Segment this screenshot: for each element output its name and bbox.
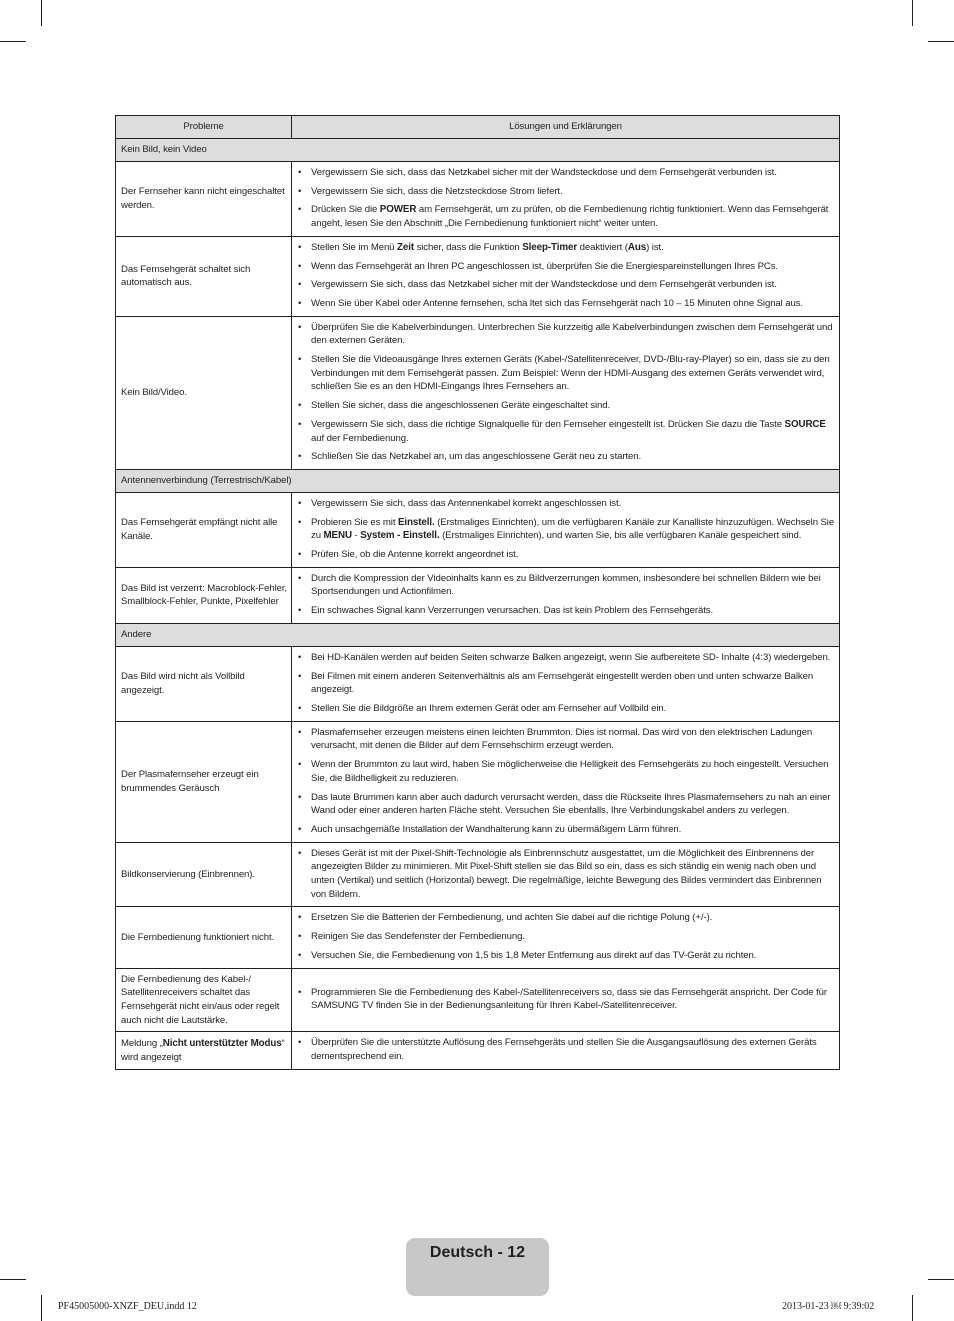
column-header-problems: Probleme [116,116,292,139]
solution-cell [292,907,840,968]
text-run: Wenn der Brummton zu laut wird, haben Sie möglicherweise die Helligkeit des Fernsehgeräts zu hoch eingestellt. Versuchen Sie, die Bildhelligkeit zu reduzieren. [311,759,829,784]
problem-cell: Das Fernsehgerät schaltet sich automatisch aus. [116,236,292,316]
solution-item [297,166,835,180]
text-run: deaktiviert ( [577,241,628,253]
solution-item [297,418,835,445]
text-run: Durch die Kompression der Videoinhalts kann es zu Bildverzerrungen kommen, insbesondere bei schnellen Bildern wie bei Sportsendungen und Actionfilmen. [311,572,821,598]
solution-cell [292,162,840,237]
section-title: Antennenverbindung (Terrestrisch/Kabel) [116,469,840,492]
text-run: Bei HD-Kanälen werden auf beiden Seiten schwarze Balken angezeigt, wenn Sie aufbereitete SD- Inhalte (4:3) wiedergeben. [311,651,831,663]
solution-list [297,241,835,311]
text-run: Meldung „ [121,1037,163,1049]
solution-item [297,604,835,618]
table-row [116,721,840,842]
text-run: Programmieren Sie die Fernbedienung des Kabel-/Satellitenreceivers so, dass sie das Fernsehgerät anspricht. Der Code für SAMSUNG TV finden Sie in der Bedienungsanleitung für Ihren Kabel-/Satellitenreceiver. [311,986,827,1012]
solution-item [297,278,835,292]
text-run: am Fernsehgerät, um zu prüfen, ob die Fernbedienung richtig funktioniert. Wenn das Fernsehgerät angeht, lesen Sie den Abschnitt „Die Fernbedienung funktioniert nicht“ weiter unten. [311,204,829,230]
text-run: Bei Filmen mit einem anderen Seitenverhältnis als am Fernsehgerät eingestellt werden oben und unten schwarze Balken angezeigt. [311,670,814,696]
text-run: Vergewissern Sie sich, dass die richtige Signalquelle für den Fernseher eingestellt ist. Drücken Sie dazu die Taste [311,418,785,430]
text-run: Ersetzen Sie die Batterien der Fernbedienung, und achten Sie dabei auf die richtige Polung (+/-). [311,912,713,924]
text-run: (Erstmaliges Einrichten), und warten Sie, bis alle verfügbaren Kanäle gespeichert sind. [439,530,802,542]
solution-list [297,497,835,562]
keyword-text: POWER [379,204,417,216]
text-run: Stellen Sie die Bildgröße an Ihrem externen Gerät oder am Fernseher auf Vollbild ein. [311,702,667,714]
crop-mark [912,0,913,26]
text-run: Prüfen Sie, ob die Antenne korrekt angeordnet ist. [311,549,519,561]
solution-cell [292,721,840,842]
solution-cell [292,968,840,1032]
solution-item [297,399,835,413]
section-title: Kein Bild, kein Video [116,139,840,162]
text-run: Stellen Sie sicher, dass die angeschlossenen Geräte eingeschaltet sind. [311,400,611,412]
problem-cell: Das Fernsehgerät empfängt nicht alle Kanäle. [116,492,292,567]
page-number-label: Deutsch - 12 [429,1244,526,1261]
problem-cell: Kein Bild/Video. [116,316,292,469]
solution-item [297,651,835,665]
solution-item [297,791,835,818]
solution-item [297,297,835,311]
solution-item [297,572,835,599]
text-run: sicher, dass die Funktion [414,241,523,253]
table-header-row [116,116,840,139]
text-run: Drücken Sie die [311,204,380,216]
solution-item [297,847,835,902]
text-run: Auch unsachgemäße Installation der Wandhalterung kann zu übermäßigem Lärm führen. [311,823,682,835]
text-run: Vergewissern Sie sich, dass das Netzkabel sicher mit der Wandsteckdose und dem Fernsehgerät verbunden ist. [311,167,777,178]
solution-item [297,548,835,562]
section-header-row [116,139,840,162]
solution-item [297,185,835,199]
solution-list [297,847,835,902]
solution-list [297,651,835,716]
text-run: Stellen Sie im Menü [311,241,397,253]
solution-cell [292,842,840,907]
solution-item [297,670,835,697]
problem-cell: Der Fernseher kann nicht eingeschaltet werden. [116,162,292,237]
text-run: Vergewissern Sie sich, dass das Netzkabel sicher mit der Wandsteckdose und dem Fernsehgerät verbunden ist. [311,279,777,291]
problem-cell: Die Fernbedienung des Kabel-/ Satellitenreceivers schaltet das Fernsehgerät nicht ein/aus oder regelt auch nicht die Lautstärke. [116,968,292,1032]
solution-item [297,241,835,255]
keyword-text: Aus [627,241,647,253]
solution-item [297,260,835,274]
table-row [116,316,840,469]
crop-mark [928,1279,954,1280]
solution-item [297,726,835,753]
section-title: Andere [116,623,840,646]
text-run: “ wird angezeigt [121,1037,285,1063]
column-header-solutions: Lösungen und Erklärungen [292,116,840,139]
solution-item [297,353,835,394]
text-run: Versuchen Sie, die Fernbedienung von 1,5 bis 1,8 Meter Entfernung aus direkt auf das TV-Gerät zu richten. [311,949,757,961]
problem-cell: Bildkonservierung (Einbrennen). [116,842,292,907]
solution-list [297,911,835,962]
text-run: Das laute Brummen kann aber auch dadurch verursacht werden, dass die Rückseite Ihres Plasmafernsehers zu nah an einer Wand oder einer anderen harten Fläche steht. Versuchen Sie ebenfalls, Ihre Verbindungskabel anders zu verlegen. [311,791,831,817]
solution-cell [292,492,840,567]
solution-item [297,986,835,1013]
solution-list [297,321,835,464]
crop-mark [912,1295,913,1321]
keyword-text: Zeit [396,241,415,253]
table-row [116,567,840,623]
text-run: Wenn Sie über Kabel oder Antenne fernsehen, scha ltet sich das Fernsehgerät nach 10 – 15 Minuten ohne Signal aus. [311,297,803,309]
text-run: Überprüfen Sie die unterstützte Auflösung des Fernsehgeräts und stellen Sie die Ausgangsauflösung des externen Geräts dementsprechend ein. [311,1037,817,1063]
text-run: - [351,530,361,542]
solution-list [297,1036,835,1063]
crop-mark [0,1279,26,1280]
text-run: (Erstmaliges Einrichten), um die verfügbaren Kanäle zur Kanalliste hinzuzufügen. Wechseln Sie zu [311,516,835,542]
table-row [116,907,840,968]
solution-list [297,986,835,1013]
solution-item [297,930,835,944]
crop-mark [0,41,26,42]
text-run: Schließen Sie das Netzkabel an, um das angeschlossene Gerät neu zu starten. [311,451,642,463]
solution-item [297,911,835,925]
problem-cell: Das Bild ist verzerrt: Macroblock-Fehler, Smallblock-Fehler, Punkte, Pixelfehler [116,567,292,623]
text-run: Probieren Sie es mit [311,516,398,528]
solution-item [297,516,835,543]
problem-cell: Das Bild wird nicht als Vollbild angezeigt. [116,646,292,721]
solution-item [297,949,835,963]
problem-cell: Der Plasmafernseher erzeugt ein brummendes Geräusch [116,721,292,842]
section-header-row [116,469,840,492]
solution-item [297,450,835,464]
keyword-text: SOURCE [784,418,826,430]
solution-cell [292,567,840,623]
solution-list [297,572,835,618]
text-run: Reinigen Sie das Sendefenster der Fernbedienung. [311,931,525,943]
table-row [116,1032,840,1069]
solution-list [297,166,835,231]
solution-cell [292,236,840,316]
solution-cell [292,316,840,469]
text-run: Überprüfen Sie die Kabelverbindungen. Unterbrechen Sie kurzzeitig alle Kabelverbindungen zwischen dem Fernsehgerät und den externen Geräten. [311,321,833,347]
table-body [116,139,840,1070]
keyword-text: Sleep-Timer [522,241,578,253]
solution-item [297,321,835,348]
text-run: auf der Fernbedienung. [311,432,409,444]
text-run: Stellen Sie die Videoausgänge Ihres externen Geräts (Kabel-/Satellitenreceiver, DVD-/Blu-ray-Player) so ein, dass sie zu den Verbindungen mit dem Fernsehgerät passen. Zum Beispiel: Wenn der HDMI-Ausgang des externen Geräts verwendet wird, schließen Sie es an den HDMI-Eingangs Ihres Fernsehers an. [311,354,830,393]
keyword-text: MENU [323,530,352,542]
solution-cell [292,646,840,721]
solution-item [297,823,835,837]
table-row [116,162,840,237]
table-row [116,492,840,567]
solution-item [297,497,835,511]
problem-cell: Die Fernbedienung funktioniert nicht. [116,907,292,968]
solution-list [297,726,835,837]
solution-cell [292,1032,840,1069]
table-row [116,968,840,1032]
solution-item [297,758,835,785]
table-row [116,236,840,316]
table-row [116,842,840,907]
text-run: Ein schwaches Signal kann Verzerrungen verursachen. Das ist kein Problem des Fernsehgeräts. [311,605,714,617]
solution-item [297,1036,835,1063]
text-run: Dieses Gerät ist mit der Pixel-Shift-Technologie als Einbrennschutz ausgestattet, um die Möglichkeit des Einbrennens der angezeigten Bilder zu minimieren. Mit Pixel-Shift stellen sie das Bild so ein, dass es sich ständig ein wenig nach oben und unten (Vertikal) und seitlich (Horizontal) bewegt. Die regelmäßige, leichte Bewegung des Bildes vermindert das Einbrennen von Bildern. [311,847,822,900]
slug-datetime: 2013-01-23 ￼ 9:39:02 [782,1301,875,1312]
keyword-text: System - Einstell. [360,530,440,542]
crop-mark [928,41,954,42]
text-run: Vergewissern Sie sich, dass das Antennenkabel korrekt angeschlossen ist. [311,497,622,509]
solution-item [297,702,835,716]
text-run: ) ist. [646,241,664,253]
troubleshooting-table [115,115,840,1070]
slug-filename: PF45005000-XNZF_DEU.indd 12 [58,1301,197,1312]
keyword-text: Nicht unterstützter Modus [162,1037,282,1049]
text-run: Wenn das Fernsehgerät an Ihren PC angeschlossen ist, überprüfen Sie die Energiespareinstellungen Ihres PCs. [311,260,778,272]
solution-item [297,203,835,230]
crop-mark [41,1295,42,1321]
section-header-row [116,623,840,646]
text-run: Vergewissern Sie sich, dass die Netzsteckdose Strom liefert. [311,185,563,197]
table-row [116,646,840,721]
crop-mark [41,0,42,26]
keyword-text: Einstell. [397,516,435,528]
problem-cell [116,1032,292,1069]
text-run: Plasmafernseher erzeugen meistens einen leichten Brummton. Dies ist normal. Das wird von den elektrischen Ladungen verursacht, mit denen die Bilder auf dem Fernsehschirm erzeugt werden. [311,726,813,752]
